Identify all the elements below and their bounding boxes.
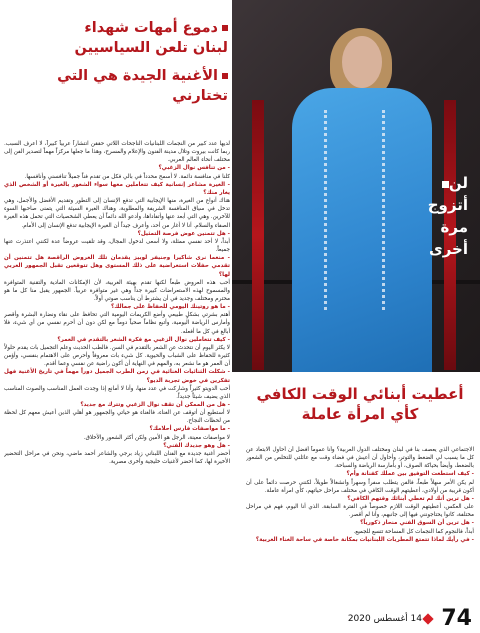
question: - من تنافس نوال الزغبي؟ <box>158 165 230 172</box>
caption-line: لن <box>448 174 468 192</box>
red-pillar-left <box>252 100 264 370</box>
dress-pattern <box>382 110 403 310</box>
paragraph: أحب الدويتو كثيراً وشاركت في عدد منها، وأنا لا أمانع إذا وجدت العمل المناسب والصوت المناسب الذي يضيف شيئاً جديداً. <box>4 385 230 400</box>
issue-date: 14 أغسطس 2020 <box>347 614 422 624</box>
heading-line: كأي امرأة عاملة <box>301 405 419 423</box>
question: - شكلت الثنائيات الغنائية في زمن الطرب الجميل دوراً مهماً في تاريخ الأغنية فهل تفكرين في خوض تجربة الديو؟ <box>4 369 230 384</box>
caption-line: مرة <box>440 218 468 236</box>
paragraph: أهتم بشرتي بشكلٍ طبيعي وأضع الكريمات اليومية التي تحافظ على نقاء ونضارة البشرة وأقصر وأمارس الرياضة اليومية، وأتبع نظاماً صحياً دوماً مع لكن دون أن أحرم نفسي من أي شيء، فلا أبالغ في كل ما أفعله. <box>4 312 230 335</box>
heart-icon <box>422 613 433 624</box>
woman-face <box>342 36 382 88</box>
question: - في رأيك لماذا تتمتع المطربات اللبنانيات بمكانة خاصة في ساحة الغناء العربية؟ <box>255 536 474 543</box>
question: - ما مواصفات فارس أحلامك؟ <box>149 426 230 433</box>
headline-text: الأغنية الجيدة هي التي تختارني <box>57 68 228 104</box>
headline-3 <box>2 66 228 106</box>
question: - ما هو روتينك اليومي للحفاظ على جمالك؟ <box>111 304 230 311</box>
paragraph: كلنا في منافسة دائمة. لا أسمح محدداً في بالي فكل من تقدم فناً جميلاً تنافسني وأنافسها. <box>24 173 230 180</box>
paragraph: لا مواصفات معينة، الرجل هو الأمين ولكن أكثر الشعور والأخلاق. <box>83 434 230 441</box>
question: - كيف تتعاملين نوال الزغبي مع فكرة الشعر بالتقدم في العمر؟ <box>57 336 230 343</box>
headlines <box>2 18 228 106</box>
section-heading <box>246 384 474 424</box>
question: - هل تتمنين عوض فرصة التمثيل؟ <box>137 230 230 237</box>
headline-2: لبنان تلعن السياسيين <box>74 40 228 56</box>
dress-pattern <box>324 110 345 310</box>
page-footer <box>0 608 480 633</box>
question: - هل ترين أن السوق الفني منحاز ذكورياً؟ <box>360 520 474 527</box>
paragraph: لم يكن الأمر سهلاً طبعاً، فالفن يتطلب سفراً وسهراً وانشغالاً طويلاً، لكنني حرصت دائماً على أن أكون قريبة من أولادي، أعطيتهم الوقت الكافي في مختلف مراحل حياتهم، كأي امرأة عاملة. <box>246 479 474 494</box>
paragraph: الاجتماعي الذي يعصف بنا في لبنان ومختلف الدول العربية؟ وأنا عموماً أفضل أن أحاول الابتعاد عن كل ما يسبب لي الضغط والتوتر، وأحاول أن أعيش في فضاء وقت مع عائلتي للتخلص من الشعور بالضغط، وأيضاً بحياكة الصوف، أو بأمارسة الرياضة والسباحة. <box>246 447 474 470</box>
article-column-left <box>4 140 230 602</box>
headline-1 <box>2 18 228 38</box>
paragraph: لا يكثر اليوم أن نتحدث عن الشعر بالتقدم في السن. فالطب الحديث وعلم التجميل بات يقدم حلولاً كثيرة للحفاظ على الشباب والحيوية. كل شيء بات معروفاً وأحرص على الاهتمام بنفسي، وأؤمن أن العمر هو ما نشعر به، والمهم في النهاية أن أكون راضية عن نفسي وعما أقدم. <box>4 344 230 368</box>
question: - هل من الممكن أن تقف نوال الزغبي وتترك مع جديد؟ <box>80 402 230 408</box>
caption-line: أتزوج <box>427 196 468 214</box>
question: - هل وهو جديدك الفني؟ <box>163 442 230 449</box>
paragraph: لديها عدد كبير من النجمات اللبنانيات الناجحات اللاتي حققن انتشاراً عربياً كبيراً، لا أعرف السبب. ربما كانت بيروت وتلال مدينة الفنون والإعلام والمسرح، وهذا ما جعلها مركزاً مهماً لتصدير الفن إلى مختلف أنحاء العالم العربي. <box>4 141 230 164</box>
paragraph: أحب هذه العروض طبعاً لكنها تقدم بهيئة الغربية، لأن الإمكانات المادية والتقنية المتوافرة والمسموح لهذه الاستعراضات كبيرة جداً وهي غير متوافرة عربياً. الجمهور يقبل منا كل ما هو محترم ومختلف وجديد في أن يشترط أن يناسب صوتي أولاً. <box>4 279 230 302</box>
question: - الغيرة مشاعر إنسانية كيف تتعاملين معها سواء الشعور بالغيرة أو الشخص الذي يغار منك؟ <box>4 181 230 196</box>
paragraph: لا أستطيع أن أتوقف عن الغناء، فالغناء هو حياتي والجمهور هو أهلي الذين أعيش معهم كل لحظة من لحظات النجاح. <box>4 410 230 425</box>
paragraph: أبداً، لا أحد نفسي ممثلة، ولا أسعى لدخول المجال، وقد تلقيت عروضاً عدة لكنني اعتذرت عنها جميعاً. <box>4 238 230 254</box>
page-number: 74 <box>441 606 472 631</box>
caption-line: أخرى <box>428 240 468 258</box>
question: - منعما نرى شاكيرا وجنيفر لوبيز يقدمان تلك العروض الراقصة هل تتمنين أن تقدمي حفلات استعراضية على ذلك المستوى وهل تتوقعين تقبل الجمهور العربي لها؟ <box>4 255 230 278</box>
paragraph: أحضر أغنية جديدة مع الفنان اللبناني زياد برجي والشاعر أحمد ماضي، ونحن في مراحل التحضير الأخيرة لها، كما أحضر لأغنيات خليجية وأخرى مصرية. <box>4 450 230 466</box>
paragraph: هناك أنواع من الغيرة، منها الإيجابية التي تدفع الإنسان إلى التطور وتقديم الأفضل والأجمل، وهي تدخل في سياق المنافسة الشريفة والمطلوبة، وهناك الغيرة السيئة التي يتمنى صاحبها السوء للآخرين. وهي التي أبعد عنها وأتفاداها، وأدعو الله دائماً أن يعطي الشخصيات التي تحمل هذه الغيرة الصفاء والسلام. أنا لا أغار من أحد، وأعرف جيداً أن الغيرة الإيجابية تدفع الإنسان إلى الأمام. <box>4 198 230 229</box>
article-column-right <box>246 446 474 596</box>
bullet-icon <box>222 25 228 31</box>
heading-line: أعطيت أبنائي الوقت الكافي <box>256 385 464 403</box>
headline-text: دموع أمهات شهداء <box>84 20 218 36</box>
bullet-icon <box>442 181 449 188</box>
cover-photo <box>232 0 480 372</box>
bullet-icon <box>222 73 228 79</box>
photo-caption <box>408 172 468 260</box>
paragraph: على العكس، أعطيتهم الوقت اللازم خصوصاً في الفترة السابقة. الذي أنا اليوم، فهم في مراحل مختلفة، كانوا يحتاجونني فيها إلى جانبهم، وأنا لم أقصر. <box>246 504 474 519</box>
question: - هل ترين أنك لم تعطي أبنائك وقتهم الكافي؟ <box>347 495 474 502</box>
question: - كيف استطعت التوفيق بين عملك كفنانة وأم؟ <box>346 471 474 478</box>
paragraph: أبداً، فالنجوم كما النجمات كل المساحة تتسع للجميع. <box>353 528 474 535</box>
